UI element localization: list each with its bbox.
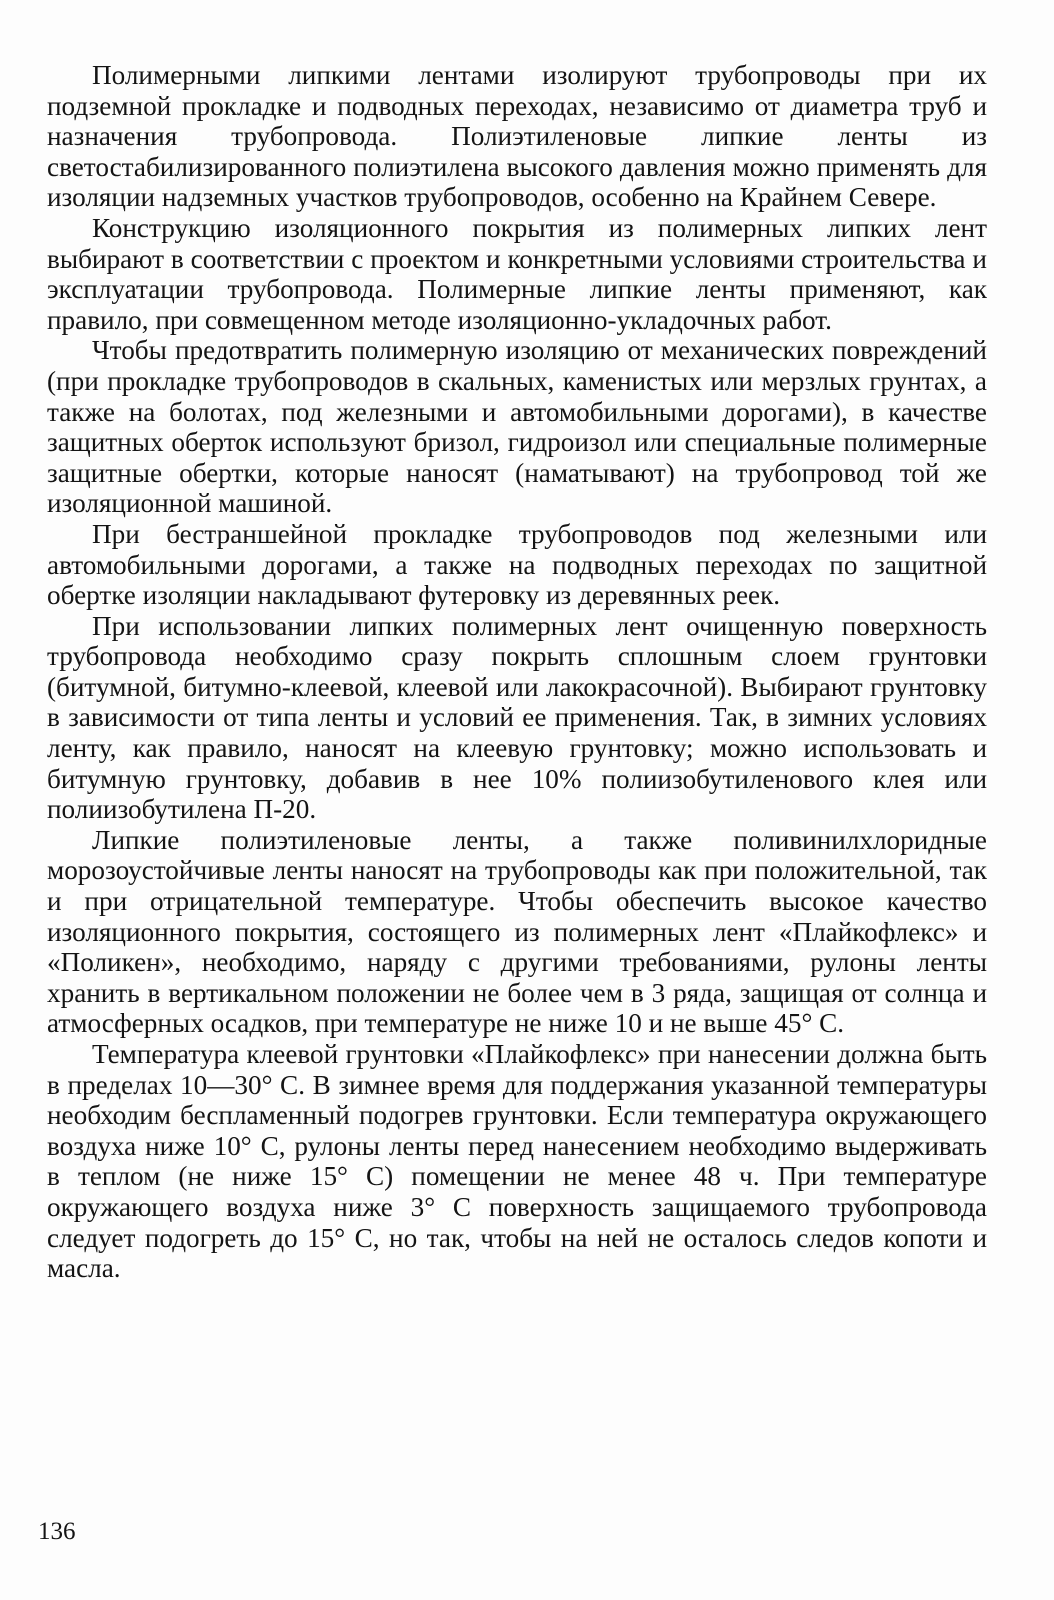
body-text <box>47 60 987 1284</box>
paragraph-2: Конструкцию изоляционного покрытия из полимерных липких лент выбирают в соответствии с проектом и конкретными условиями строительства и эксплуатации трубопровода. Полимерные липкие ленты применяют, как правило, при совмещенном методе изоляционно-укладочных работ. <box>47 212 987 335</box>
page-number: 136 <box>38 1518 76 1545</box>
paragraph-5: При использовании липких полимерных лент очищенную поверхность трубопровода необходимо сразу покрыть сплошным слоем грунтовки (битумной, битумно-клеевой, клеевой или лакокрасочной). Выбирают грунтовку в зависимости от типа ленты и условий ее применения. Так, в зимних условиях ленту, как правило, наносят на клеевую грунтовку; можно использовать и битумную грунтовку, добавив в нее 10% полиизобутиленового клея или полиизобутилена П-20. <box>47 610 987 825</box>
paragraph-1: Полимерными липкими лентами изолируют трубопроводы при их подземной прокладке и подводных переходах, независимо от диаметра труб и назначения трубопровода. Полиэтиленовые липкие ленты из светостабилизированного полиэтилена высокого давления можно применять для изоляции надземных участков трубопроводов, особенно на Крайнем Севере. <box>47 60 987 213</box>
paragraph-3: Чтобы предотвратить полимерную изоляцию от механических повреждений (при прокладке трубопроводов в скальных, каменистых или мерзлых грунтах, а также на болотах, под железными и автомобильными дорогами), в качестве защитных оберток используют бризол, гидроизол или специальные полимерные защитные обертки, которые наносят (наматывают) на трубопровод той же изоляционной машиной. <box>47 335 987 519</box>
paragraph-4: При бестраншейной прокладке трубопроводов под железными или автомобильными дорогами, а также на подводных переходах по защитной обертке изоляции накладывают футеровку из деревянных реек. <box>47 518 987 611</box>
paragraph-6: Липкие полиэтиленовые ленты, а также поливинилхлоридные морозоустойчивые ленты наносят на трубопроводы как при положительной, так и при отрицательной температуре. Чтобы обеспечить высокое качество изоляционного покрытия, состоящего из полимерных лент «Плайкофлекс» и «Поликен», необходимо, наряду с другими требованиями, рулоны ленты хранить в вертикальном положении не более чем в 3 ряда, защищая от солнца и атмосферных осадков, при температуре не ниже 10 и не выше 45° С. <box>47 824 987 1039</box>
paragraph-7: Температура клеевой грунтовки «Плайкофлекс» при нанесении должна быть в пределах 10—30° С. В зимнее время для поддержания указанной температуры необходим беспламенный подогрев грунтовки. Если температура окружающего воздуха ниже 10° С, рулоны ленты перед нанесением необходимо выдерживать в теплом (не ниже 15° С) помещении не менее 48 ч. При температуре окружающего воздуха ниже 3° С поверхность защищаемого трубопровода следует подогреть до 15° С, но так, чтобы на ней не осталось следов копоти и масла. <box>47 1039 987 1284</box>
